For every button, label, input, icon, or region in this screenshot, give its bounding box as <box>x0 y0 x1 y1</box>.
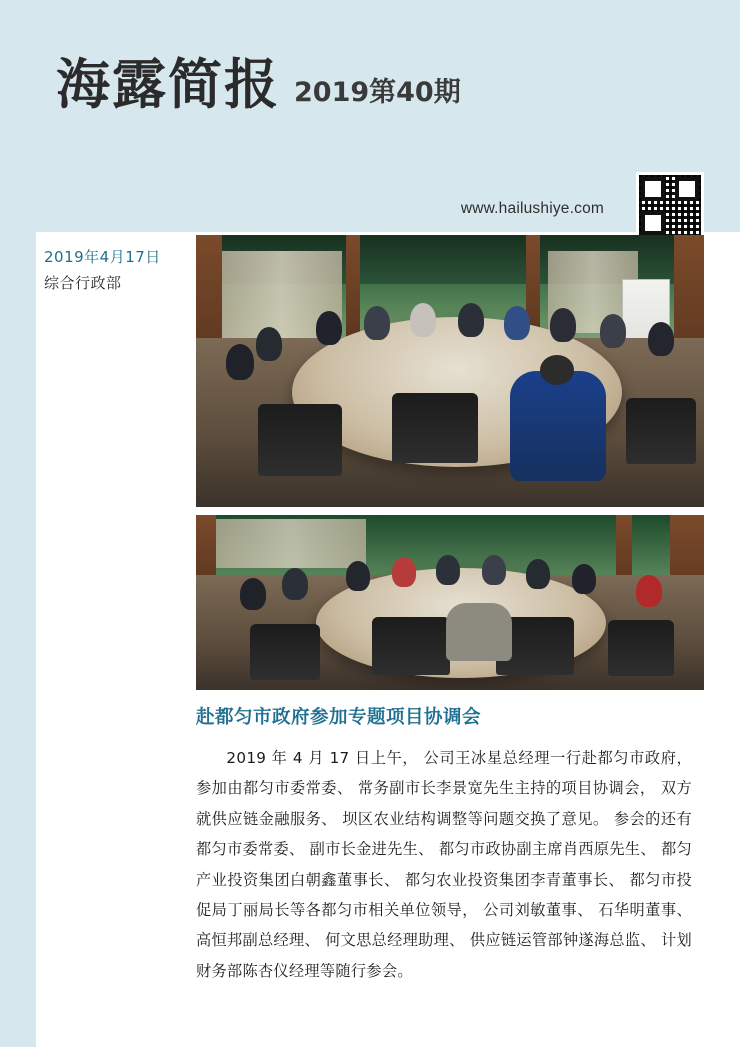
article-body: 2019 年 4 月 17 日上午， 公司王冰星总经理一行赴都匀市政府， 参加由都匀市委常委、 常务副市长李景宽先生主持的项目协调会， 双方就供应链金融服务、 坝区农业结构调整等问题交换了意见。 参会的还有都匀市委常委、 副市长金进先生、 都匀市政协副主席肖西原先生、 都匀产业投资集团白朝鑫董事长、 都匀农业投资集团李青董事长、 都匀市投促局丁丽局长等各都匀市相关单位领导， 公司刘敏董事、 石华明董事、 高恒邦副总经理、 何文思总经理助理、 供应链运管部钟遂海总监、 计划财务部陈杏仪经理等随行参会。 <box>196 749 692 980</box>
masthead <box>56 53 461 116</box>
page-banner <box>0 0 740 232</box>
issue-date: 2019年4月17日 <box>44 248 161 266</box>
qr-code-icon <box>636 172 704 240</box>
page-title: 海露简报 <box>56 53 280 116</box>
article-title: 赴都匀市政府参加专题项目协调会 <box>196 707 482 728</box>
sidebar-strip <box>0 232 36 1047</box>
department-label: 综合行政部 <box>44 273 122 292</box>
issue-number: 2019第40期 <box>294 77 461 108</box>
article <box>196 703 692 986</box>
meeting-photo-bottom <box>196 515 704 690</box>
website-url: www.hailushiye.com <box>460 200 604 217</box>
date-block <box>44 243 184 293</box>
meeting-photo-top <box>196 235 704 507</box>
